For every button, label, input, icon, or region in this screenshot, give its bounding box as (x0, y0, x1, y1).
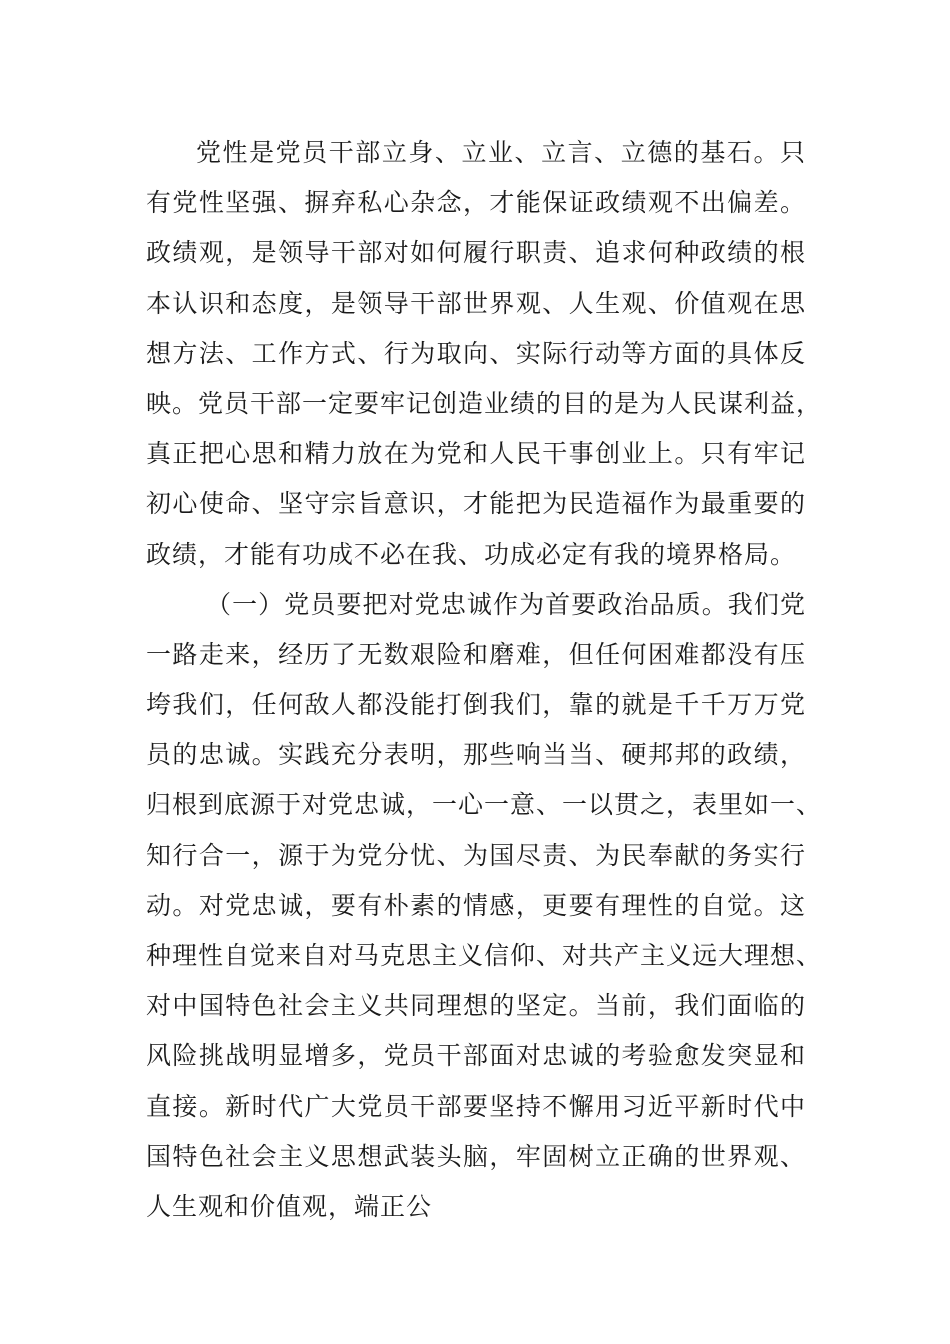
text-line: 一路走来，经历了无数艰险和磨难，但任何困难都没有压 (146, 639, 806, 669)
text-line: 垮我们，任何敌人都没能打倒我们，靠的就是千千万万党 (146, 690, 806, 720)
text-line: 政绩，才能有功成不必在我、功成必定有我的境界格局。 (146, 539, 797, 569)
text-line: 真正把心思和精力放在为党和人民干事创业上。只有牢记 (146, 439, 806, 469)
text-line: 风险挑战明显增多，党员干部面对忠诚的考验愈发突显和 (146, 1041, 806, 1071)
text-line: 政绩观，是领导干部对如何履行职责、追求何种政绩的根 (146, 238, 806, 268)
text-line: 对中国特色社会主义共同理想的坚定。当前，我们面临的 (146, 991, 806, 1021)
text-line: 初心使命、坚守宗旨意识，才能把为民造福作为最重要的 (146, 489, 806, 519)
text-line: 有党性坚强、摒弃私心杂念，才能保证政绩观不出偏差。 (146, 188, 806, 218)
body-text (146, 128, 823, 1232)
text-line: 国特色社会主义思想武装头脑，牢固树立正确的世界观、 (146, 1141, 806, 1171)
text-line: 本认识和态度，是领导干部世界观、人生观、价值观在思 (146, 288, 806, 318)
text-line: 知行合一，源于为党分忧、为国尽责、为民奉献的务实行 (146, 840, 806, 870)
text-line: 党性是党员干部立身、立业、立言、立德的基石。只 (196, 138, 806, 167)
text-line: 动。对党忠诚，要有朴素的情感，更要有理性的自觉。这 (146, 890, 806, 920)
text-line: 想方法、工作方式、行为取向、实际行动等方面的具体反 (146, 338, 806, 368)
text-line: 员的忠诚。实践充分表明，那些响当当、硬邦邦的政绩， (146, 740, 806, 770)
text-line: 映。党员干部一定要牢记创造业绩的目的是为人民谋利益， (146, 388, 823, 418)
text-line: 人生观和价值观，端正公 (146, 1191, 433, 1221)
text-line: 种理性自觉来自对马克思主义信仰、对共产主义远大理想、 (146, 941, 823, 970)
section-heading-line: （一）党员要把对党忠诚作为首要政治品质。我们党 (206, 589, 806, 619)
text-line: 归根到底源于对党忠诚，一心一意、一以贯之，表里如一、 (146, 790, 823, 820)
text-line: 直接。新时代广大党员干部要坚持不懈用习近平新时代中 (146, 1091, 806, 1121)
